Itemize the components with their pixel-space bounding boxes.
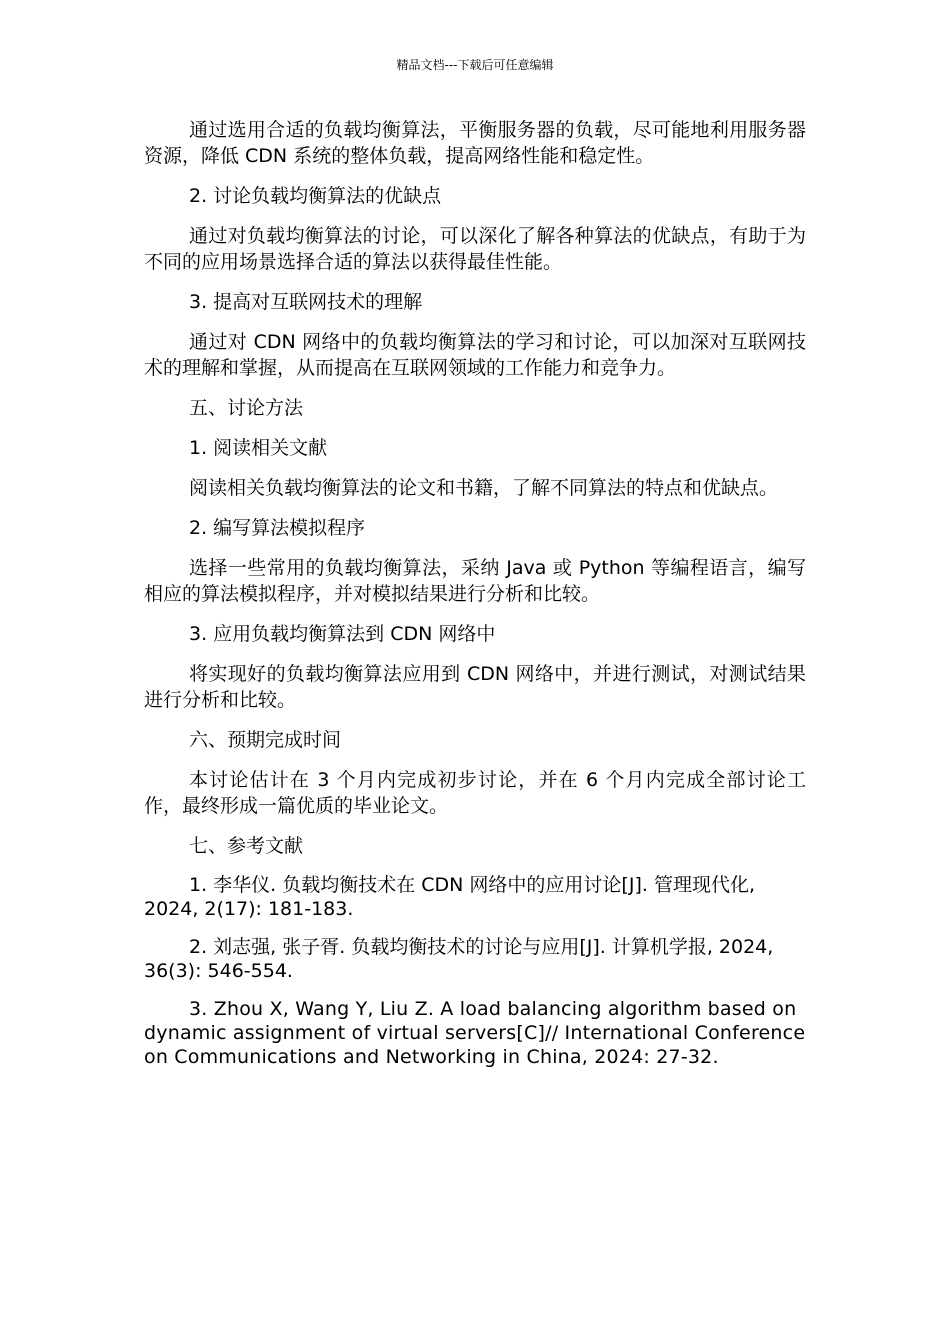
heading-write-simulation: 2. 编写算法模拟程序 bbox=[189, 517, 366, 539]
heading-section-5-methods: 五、讨论方法 bbox=[189, 397, 304, 419]
paragraph-apply-cdn: 将实现好的负载均衡算法应用到 CDN 网络中，并进行测试，对测试结果进行分析和比较。 bbox=[144, 663, 806, 711]
paragraph-read-literature: 阅读相关负载均衡算法的论文和书籍，了解不同算法的特点和优缺点。 bbox=[189, 477, 779, 499]
page-header: 精品文档---下载后可任意编辑 bbox=[396, 58, 554, 72]
reference-1: 1. 李华仪. 负载均衡技术在 CDN 网络中的应用讨论[J]. 管理现代化, 2024, 2(17): 181-183. bbox=[144, 874, 755, 920]
heading-section-7-references: 七、参考文献 bbox=[189, 835, 304, 857]
document-body bbox=[144, 117, 806, 1083]
heading-apply-cdn: 3. 应用负载均衡算法到 CDN 网络中 bbox=[189, 623, 496, 645]
paragraph-pros-cons: 通过对负载均衡算法的讨论，可以深化了解各种算法的优缺点，有助于为不同的应用场景选择合适的算法以获得最佳性能。 bbox=[144, 225, 806, 273]
paragraph-write-simulation: 选择一些常用的负载均衡算法，采纳 Java 或 Python 等编程语言，编写相应的算法模拟程序，并对模拟结果进行分析和比较。 bbox=[144, 557, 806, 605]
heading-read-literature: 1. 阅读相关文献 bbox=[189, 437, 328, 459]
reference-3: 3. Zhou X, Wang Y, Liu Z. A load balancing algorithm based on dynamic assignment of virtual servers[C]// International Conference on Communications and Networking in China, 2024: 27-32. bbox=[144, 998, 806, 1068]
heading-section-6-timeline: 六、预期完成时间 bbox=[189, 729, 342, 751]
paragraph-goal-balance: 通过选用合适的负载均衡算法，平衡服务器的负载，尽可能地利用服务器资源，降低 CDN 系统的整体负载，提高网络性能和稳定性。 bbox=[144, 119, 806, 167]
reference-2: 2. 刘志强, 张子胥. 负载均衡技术的讨论与应用[J]. 计算机学报, 2024, 36(3): 546-554. bbox=[144, 936, 774, 982]
paragraph-understanding: 通过对 CDN 网络中的负载均衡算法的学习和讨论，可以加深对互联网技术的理解和掌握，从而提高在互联网领域的工作能力和竞争力。 bbox=[144, 331, 806, 379]
heading-understanding: 3. 提高对互联网技术的理解 bbox=[189, 291, 423, 313]
heading-discuss-pros-cons: 2. 讨论负载均衡算法的优缺点 bbox=[189, 185, 442, 207]
paragraph-timeline: 本讨论估计在 3 个月内完成初步讨论，并在 6 个月内完成全部讨论工作，最终形成一篇优质的毕业论文。 bbox=[144, 769, 806, 817]
